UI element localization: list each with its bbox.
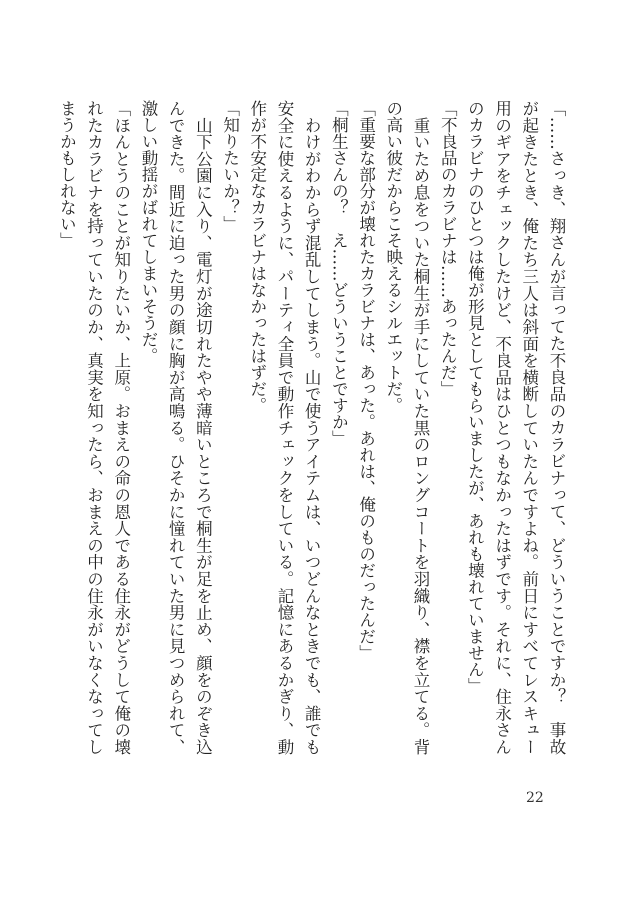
- page-number: 22: [526, 790, 544, 806]
- paragraph: 「桐生さんの？ え……どういうことですか」: [329, 100, 349, 447]
- paragraph: 「不良品のカラビナは……あったんだ」: [438, 100, 458, 397]
- paragraph: 「知りたいか？」: [220, 100, 240, 232]
- paragraph: わけがわからず混乱してしまう。山で使うアイテムは、いつどんなときでも、誰でも安全に使えるように、パーティ全員で動作チェックをしている。記憶にあるかぎり、動作が不安定なカラビナはなかったはずだ。: [247, 100, 322, 755]
- paragraph: 山下公園に入り、電灯が途切れたやや薄暗いところで桐生が足を止め、顔をのぞき込んできた。間近に迫った男の顔に胸が高鳴る。ひそかに憧れていた男に見つめられて、激しい動揺がばれてしまいそうだ。: [138, 100, 213, 755]
- paragraph: 「……さっき、翔さんが言ってた不良品のカラビナって、どういうことですか？ 事故が起きたとき、俺たち三人は斜面を横断していたんですよね。前日にすべてレスキュー用のギアをチェックしたけど、不良品はひとつもなかったはずです。それに、住永さんのカラビナのひとつは俺が形見としてもらいましたが、あれも壊れていません」: [465, 100, 566, 755]
- paragraph: 「重要な部分が壊れたカラビナは、あった。あれは、俺のものだったんだ」: [356, 100, 376, 661]
- paragraph: 重いため息をついた桐生が手にしていた黒のロングコートを羽織り、襟を立てる。背の高い彼だからこそ映えるシルエットだ。: [383, 100, 430, 755]
- paragraph: 「ほんとうのことが知りたいか、上原。おまえの命の恩人である住永がどうして俺の壊れたカラビナを持っていたのか、真実を知ったら、おまえの中の住永がいなくなってしまうかもしれない」: [57, 100, 131, 755]
- vertical-text-body: [50, 100, 570, 755]
